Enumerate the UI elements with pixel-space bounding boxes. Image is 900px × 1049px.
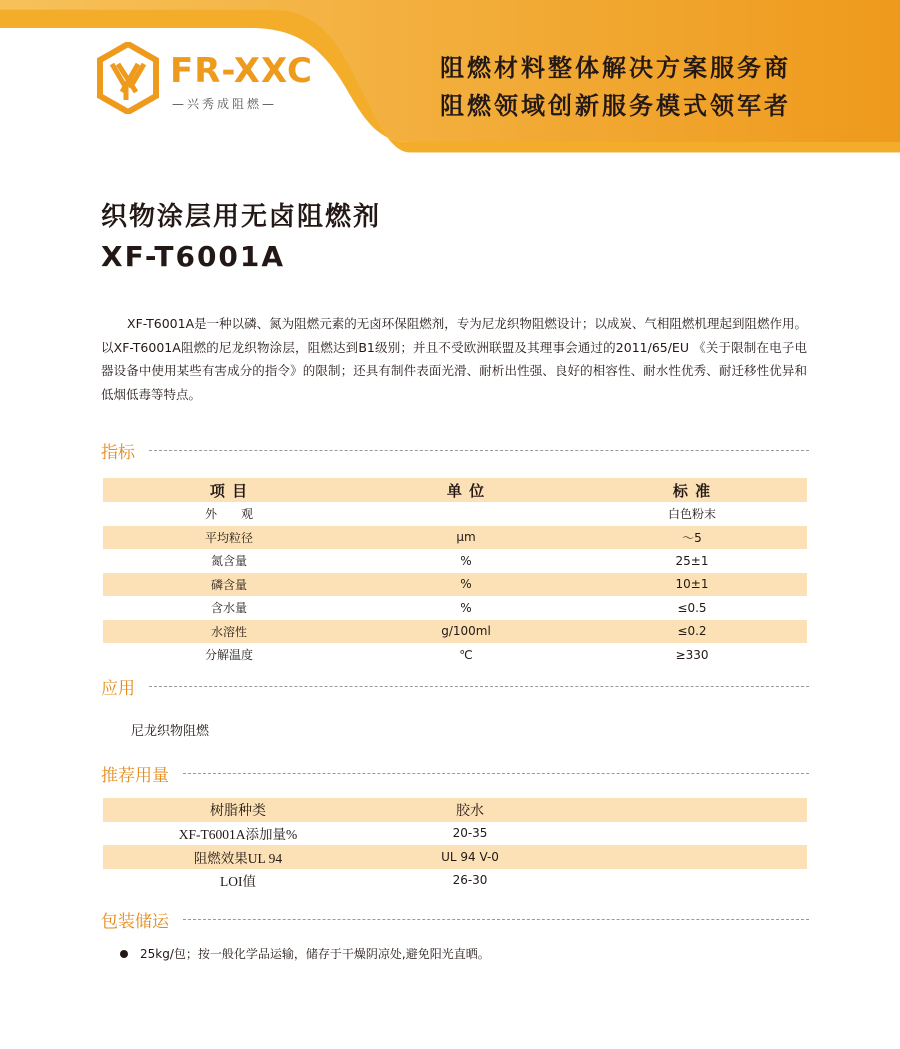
table-cell: ≤0.5 <box>677 600 707 615</box>
table-cell: 白色粉末 <box>667 507 716 522</box>
table-cell: % <box>460 600 472 615</box>
slogan-line-1: 阻燃材料整体解决方案服务商 <box>440 54 791 82</box>
table-row <box>103 573 807 597</box>
slogan-line-2: 阻燃领域创新服务模式领军者 <box>440 92 791 120</box>
header-cell: 项 目 <box>209 481 249 500</box>
dashed-divider <box>183 773 809 774</box>
table-cell: 磷含量 <box>210 577 247 592</box>
header-cell: 单 位 <box>446 481 486 500</box>
header-cell: 胶水 <box>456 802 484 819</box>
section-specs <box>101 437 809 463</box>
table-cell: 26-30 <box>452 873 488 888</box>
table-cell: 20-35 <box>452 826 488 841</box>
dashed-divider <box>149 450 809 451</box>
table-cell: 10±1 <box>675 577 709 592</box>
table-cell: ≥330 <box>675 647 709 662</box>
table-cell: ≤0.2 <box>677 624 707 639</box>
table-cell: 外 观 <box>204 507 253 522</box>
table-header-row <box>103 478 807 502</box>
table-row <box>103 869 807 893</box>
table-cell: XF-T6001A添加量% <box>178 827 298 843</box>
table-cell: 氮含量 <box>210 554 247 569</box>
header-cell: 标 准 <box>672 481 712 500</box>
table-header-row <box>103 798 807 822</box>
table-row <box>103 502 807 526</box>
packaging-text: 25kg/包；按一般化学品运输，储存于干燥阴凉处,避免阳光直晒。 <box>140 947 490 961</box>
spec-table <box>103 478 807 667</box>
product-intro: XF-T6001A是一种以磷、氮为阻燃元素的无卤环保阻燃剂，专为尼龙织物阻燃设计；以成炭、气相阻燃机理起到阻燃作用。以XF-T6001A阻燃的尼龙织物涂层，阻燃达到B1级别；并且不受欧洲联盟及其理事会通过的2011/65/EU 《关于限制在电子电器设备中使用某些有害成分的指令》的限制；还具有制件表面光滑、耐析出性强、良好的相容性、耐水性优秀、耐迁移性优异和低烟低毒等特点。 <box>101 316 807 402</box>
table-cell: μm <box>456 530 476 545</box>
dashed-divider <box>183 919 809 920</box>
table-row <box>103 643 807 667</box>
dashed-divider <box>149 686 809 687</box>
application-text: 尼龙织物阻燃 <box>131 724 210 739</box>
table-cell: 水溶性 <box>210 624 247 639</box>
product-model: XF-T6001A <box>101 240 286 273</box>
section-application <box>101 673 809 699</box>
product-name: 织物涂层用无卤阻燃剂 <box>101 202 382 232</box>
hexagon-logo-icon <box>96 42 160 114</box>
section-title: 推荐用量 <box>101 765 169 786</box>
table-cell: UL 94 V-0 <box>441 849 499 864</box>
table-row <box>103 549 807 573</box>
table-row <box>103 620 807 644</box>
section-title: 指标 <box>101 442 135 463</box>
table-cell: % <box>460 577 472 592</box>
brand-subtitle: —兴秀成阻燃— <box>172 97 278 111</box>
table-cell: LOI值 <box>220 874 256 890</box>
section-title: 应用 <box>101 678 135 699</box>
table-row <box>103 596 807 620</box>
dosage-table <box>103 798 807 892</box>
bullet-icon <box>120 950 128 958</box>
section-dosage <box>101 760 809 786</box>
table-cell: ～5 <box>682 530 702 545</box>
table-row <box>103 822 807 846</box>
table-cell: 25±1 <box>675 553 709 568</box>
table-cell: 阻燃效果UL 94 <box>193 850 283 866</box>
table-cell: 含水量 <box>210 601 247 616</box>
packaging-item <box>120 945 490 962</box>
brand-name: FR-XXC <box>170 51 313 91</box>
table-cell: % <box>460 553 472 568</box>
table-cell: 分解温度 <box>204 648 253 663</box>
table-cell: 平均粒径 <box>204 530 253 545</box>
table-row <box>103 526 807 550</box>
table-cell: ℃ <box>459 647 473 662</box>
section-packaging <box>101 906 809 932</box>
table-row <box>103 845 807 869</box>
table-cell: g/100ml <box>441 624 491 639</box>
section-title: 包装储运 <box>101 911 169 932</box>
header-cell: 树脂种类 <box>210 802 266 819</box>
